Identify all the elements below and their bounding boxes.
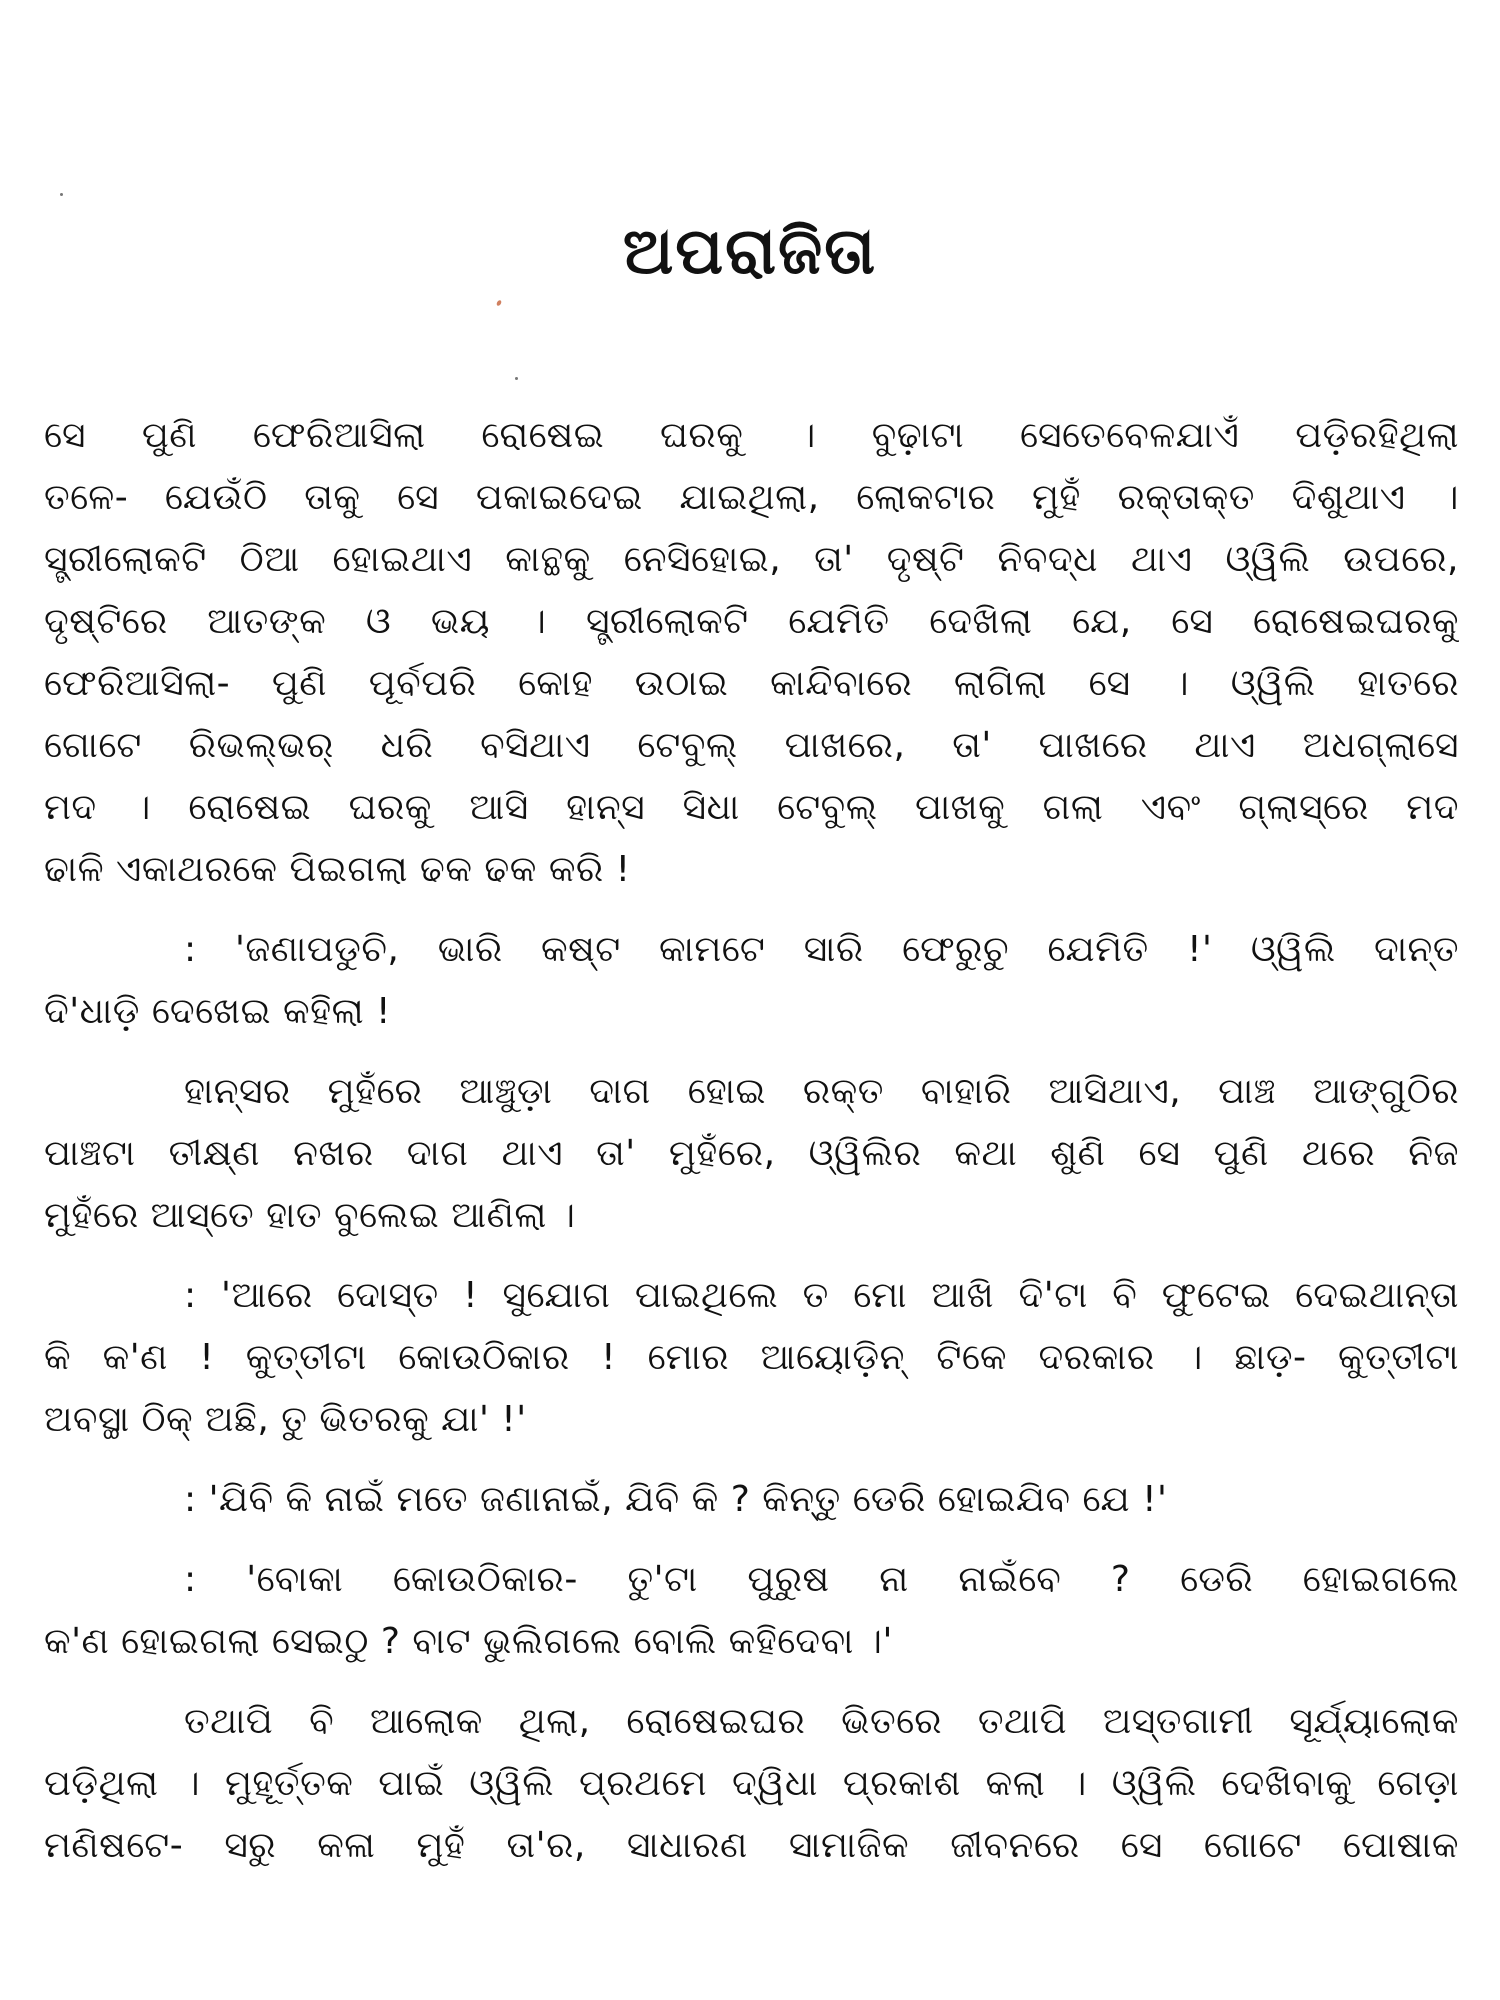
dialogue-paragraph [44,919,1459,1043]
text-line: ମଣିଷଟେ- ସରୁ କଳା ମୁହଁ ତା'ର, ସାଧାରଣ ସାମାଜିକ ଜୀବନରେ ସେ ଗୋଟେ ପୋଷାକ [44,1825,1459,1866]
text-line: ଗୋଟେ ରିଭଲ୍‌ଭର୍ ଧରି ବସିଥାଏ ଟେବୁଲ୍ ପାଖରେ, ତା' ପାଖରେ ଥାଏ ଅଧଗ୍ଲାସେ [44,725,1459,766]
paragraph [44,1691,1459,1877]
text-line: : 'ଆରେ ଦୋସ୍ତ ! ସୁଯୋଗ ପାଇଥିଲେ ତ ମୋ ଆଖି ଦି'ଟା ବି ଫୁଟେଇ ଦେଇଥାନ୍ତା [184,1275,1459,1316]
body-text [44,405,1459,1877]
text-line: କି କ'ଣ ! କୁତ୍ତୀଟା କୋଉଠିକାର ! ମୋର ଆୟୋଡ଼ିନ୍ ଟିକେ ଦରକାର । ଛାଡ଼- କୁତ୍ତୀଟା [44,1337,1459,1378]
text-line: ହାନ୍‌ସର ମୁହଁରେ ଆଞ୍ଚୁଡ଼ା ଦାଗ ହୋଇ ରକ୍ତ ବାହାରି ଆସିଥାଏ, ପାଞ୍ଚ ଆଙ୍ଗୁଠିର [184,1071,1459,1112]
paragraph [44,1061,1459,1247]
text-line: ତଥାପି ବି ଆଲୋକ ଥିଲା, ରୋଷେଇଘର ଭିତରେ ତଥାପି ଅସ୍ତଗାମୀ ସୂର୍ଯ୍ୟାଲୋକ [184,1701,1459,1742]
dialogue-paragraph [44,1549,1459,1673]
text-line: ସେ ପୁଣି ଫେରିଆସିଲା ରୋଷେଇ ଘରକୁ । ବୁଢ଼ାଟା ସେତେବେଳଯାଏଁ ପଡ଼ିରହିଥିଲା [44,415,1459,456]
text-line: : 'ଯିବି କି ନାଇଁ ମତେ ଜଣାନାଇଁ, ଯିବି କି ? କିନ୍ତୁ ଡେରି ହୋଇଯିବ ଯେ !' [184,1479,1168,1520]
text-line: ଅବସ୍ଥା ଠିକ୍ ଅଛି, ତୁ ଭିତରକୁ ଯା' !' [44,1399,527,1440]
dialogue-paragraph [44,1265,1459,1451]
text-line: : 'ଜଣାପଡୁଚି, ଭାରି କଷ୍ଟ କାମଟେ ସାରି ଫେରୁଚୁ ଯେମିତି !' ଓ୍ୱିଲି ଦାନ୍ତ [184,929,1459,970]
text-line: : 'ବୋକା କୋଉଠିକାର- ତୁ'ଟା ପୁରୁଷ ନା ନାଇଁବେ ? ଡେରି ହୋଇଗଲେ [184,1559,1459,1600]
text-line: ଢାଳି ଏକାଥରକେ ପିଇଗଲା ଢକ ଢକ କରି ! [44,849,631,890]
ink-speck [60,193,63,196]
ink-speck [515,377,518,380]
text-line: କ'ଣ ହୋଇଗଲା ସେଇଠୁ ? ବାଟ ଭୁଲିଗଲେ ବୋଲି କହିଦେବା ।' [44,1621,893,1662]
text-line: ପାଞ୍ଚଟା ତୀକ୍ଷ୍ଣ ନଖର ଦାଗ ଥାଏ ତା' ମୁହଁରେ, ଓ୍ୱିଲିର କଥା ଶୁଣି ସେ ପୁଣି ଥରେ ନିଜ [44,1133,1459,1174]
text-line: ଦି'ଧାଡ଼ି ଦେଖେଇ କହିଲା ! [44,991,391,1032]
paragraph [44,405,1459,901]
text-line: ଦୃଷ୍ଟିରେ ଆତଙ୍କ ଓ ଭୟ । ସ୍ତ୍ରୀଲୋକଟି ଯେମିତି ଦେଖିଲା ଯେ, ସେ ରୋଷେଇଘରକୁ [44,601,1459,642]
ink-speck [496,299,502,306]
text-line: ସ୍ତ୍ରୀଲୋକଟି ଠିଆ ହୋଇଥାଏ କାନ୍ଥକୁ ନେସିହୋଇ, ତା' ଦୃଷ୍ଟି ନିବଦ୍ଧ ଥାଏ ଓ୍ୱିଲି ଉପରେ, [44,539,1459,580]
text-line: ମଦ । ରୋଷେଇ ଘରକୁ ଆସି ହାନ୍‌ସ ସିଧା ଟେବୁଲ୍ ପାଖକୁ ଗଲା ଏବଂ ଗ୍ଲାସ୍‌ରେ ମଦ [44,787,1459,828]
page-title: ଅପରାଜିତା [622,215,878,289]
dialogue-paragraph [44,1469,1459,1531]
text-line: ମୁହଁରେ ଆସ୍ତେ ହାତ ବୁଲେଇ ଆଣିଲା । [44,1195,576,1236]
text-line: ତଳେ- ଯେଉଁଠି ତାକୁ ସେ ପକାଇଦେଇ ଯାଇଥିଲା, ଲୋକଟାର ମୁହଁ ରକ୍ତାକ୍ତ ଦିଶୁଥାଏ । [44,477,1459,518]
text-line: ଫେରିଆସିଲା- ପୁଣି ପୂର୍ବପରି କୋହ ଉଠାଇ କାନ୍ଦିବାରେ ଲାଗିଲା ସେ । ଓ୍ୱିଲି ହାତରେ [44,663,1459,704]
text-line: ପଡ଼ିଥିଲା । ମୁହୂର୍ତ୍ତକ ପାଇଁ ଓ୍ୱିଲି ପ୍ରଥମେ ଦ୍ୱିଧା ପ୍ରକାଶ କଲା । ଓ୍ୱିଲି ଦେଖିବାକୁ ଗେଡ଼ା [44,1763,1459,1804]
